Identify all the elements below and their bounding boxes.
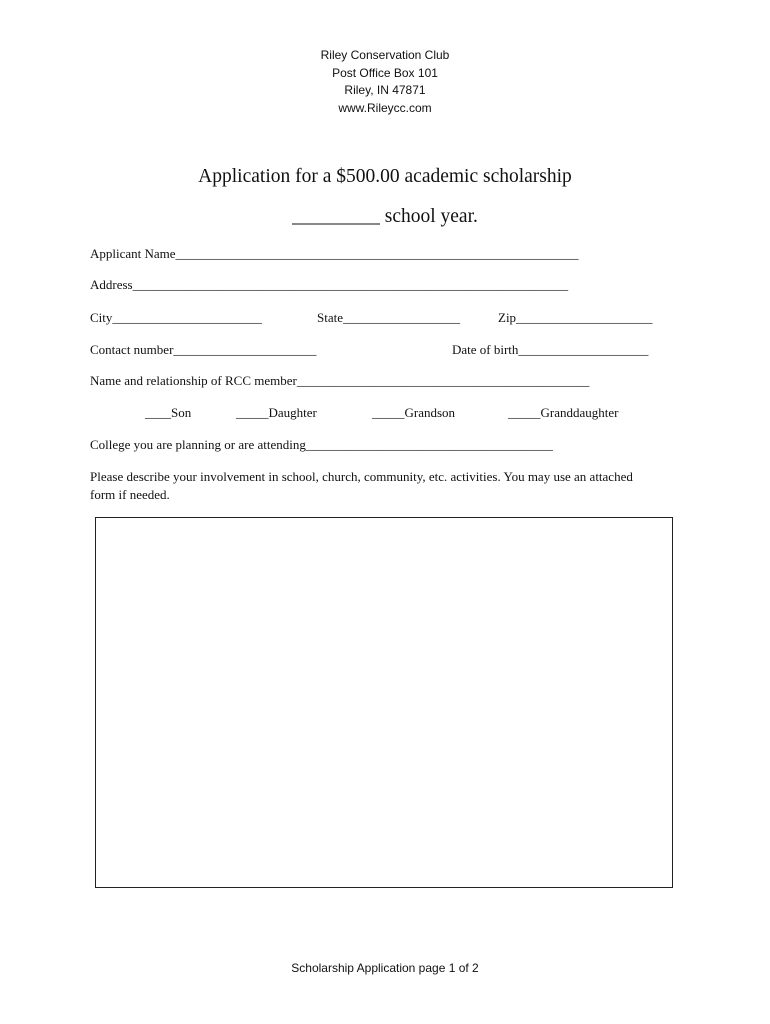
involvement-text-area[interactable] bbox=[95, 517, 673, 888]
city-state: Riley, IN 47871 bbox=[344, 83, 426, 97]
date-of-birth-field[interactable]: Date of birth____________________ bbox=[452, 342, 649, 357]
relation-grandson-option[interactable]: _____Grandson bbox=[372, 405, 456, 420]
zip-field[interactable]: Zip_____________________ bbox=[498, 310, 653, 325]
po-box: Post Office Box 101 bbox=[332, 65, 438, 80]
contact-number-field[interactable]: Contact number______________________ bbox=[90, 342, 317, 357]
address-field[interactable]: Address___________________________________________________________________ bbox=[90, 277, 569, 292]
website: www.Rileycc.com bbox=[338, 100, 432, 115]
involvement-prompt-cont: form if needed. bbox=[90, 487, 170, 502]
page-title: Application for a $500.00 academic scholarship bbox=[198, 166, 572, 187]
involvement-prompt: Please describe your involvement in school, church, community, etc. activities. You may use an attached bbox=[90, 469, 633, 484]
state-field[interactable]: State__________________ bbox=[317, 310, 460, 325]
applicant-name-field[interactable]: Applicant Name______________________________________________________________ bbox=[90, 246, 579, 261]
relation-son-option[interactable]: ____Son bbox=[145, 405, 192, 420]
letterhead bbox=[0, 47, 770, 117]
school-year-field[interactable]: _________ school year. bbox=[292, 206, 478, 227]
org-name: Riley Conservation Club bbox=[320, 48, 450, 62]
city-field[interactable]: City_______________________ bbox=[90, 310, 262, 325]
relation-granddaughter-option[interactable]: _____Granddaughter bbox=[508, 405, 619, 420]
page-footer: Scholarship Application page 1 of 2 bbox=[291, 961, 479, 975]
rcc-member-field[interactable]: Name and relationship of RCC member_____________________________________________ bbox=[90, 373, 590, 388]
college-field[interactable]: College you are planning or are attending______________________________________ bbox=[90, 437, 553, 452]
relation-daughter-option[interactable]: _____Daughter bbox=[236, 405, 317, 420]
